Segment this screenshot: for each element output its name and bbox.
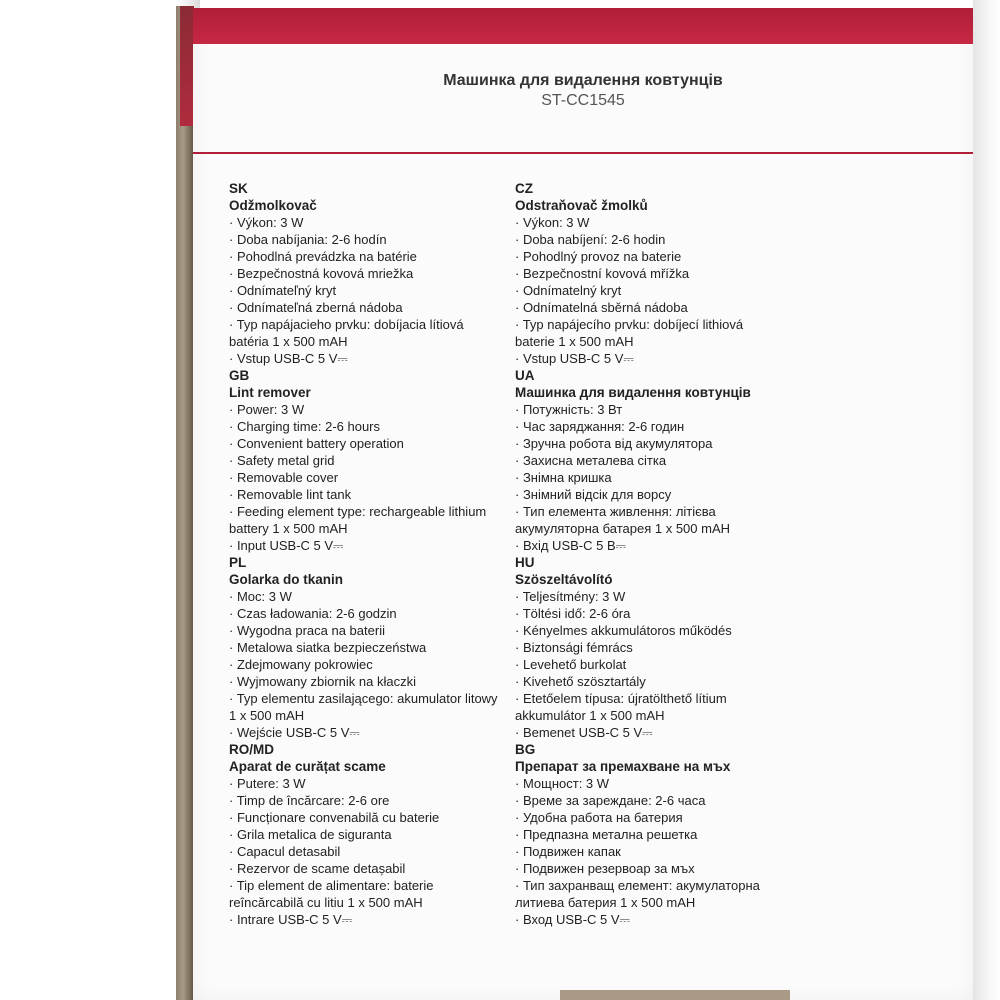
section-ro-md xyxy=(229,741,499,928)
section-gb xyxy=(229,367,499,554)
spec-item: · Intrare USB-C 5 V⎓ xyxy=(229,912,353,927)
spec-item: · Etetőelem típusa: újratölthető lítium akkumulátor 1 x 500 mAH xyxy=(515,691,727,723)
spec-item: · Input USB-C 5 V⎓ xyxy=(229,538,344,553)
spec-item: · Timp de încărcare: 2-6 ore xyxy=(229,793,390,808)
spec-item: · Pohodlný provoz na baterie xyxy=(515,249,682,264)
spec-item: · Removable lint tank xyxy=(229,487,352,502)
lang-code: CZ xyxy=(515,181,533,196)
spec-item: · Kivehető szösztartály xyxy=(515,674,646,689)
spec-item: · Зручна робота від акумулятора xyxy=(515,436,713,451)
spec-item: · Tip element de alimentare: baterie reîncărcabilă cu litiu 1 x 500 mAH xyxy=(229,878,434,910)
spec-item: · Capacul detasabil xyxy=(229,844,341,859)
spec-item: · Pohodlná prevádzka na batérie xyxy=(229,249,417,264)
lang-code: HU xyxy=(515,555,535,570)
lang-code: GB xyxy=(229,368,250,383)
spec-item: · Feeding element type: rechargeable lithium battery 1 x 500 mAH xyxy=(229,504,487,536)
product-title: Aparat de curățat scame xyxy=(229,759,386,774)
section-pl xyxy=(229,554,499,741)
spec-item: · Wyjmowany zbiornik na kłaczki xyxy=(229,674,416,689)
spec-item: · Doba nabíjení: 2-6 hodin xyxy=(515,232,666,247)
spec-item: · Удобна работа на батерия xyxy=(515,810,683,825)
spec-item: · Odnímatelný kryt xyxy=(515,283,622,298)
product-title: Lint remover xyxy=(229,385,311,400)
left-column xyxy=(229,180,499,928)
spec-item: · Zdejmowany pokrowiec xyxy=(229,657,373,672)
model-number: ST-CC1545 xyxy=(541,92,625,109)
spec-item: · Grila metalica de siguranta xyxy=(229,827,392,842)
spec-item: · Výkon: 3 W xyxy=(515,215,590,230)
spec-item: · Putere: 3 W xyxy=(229,776,306,791)
spec-item: · Safety metal grid xyxy=(229,453,335,468)
product-title: Golarka do tkanin xyxy=(229,572,344,587)
spec-item: · Metalowa siatka bezpieczeństwa xyxy=(229,640,427,655)
spec-item: · Funcționare convenabilă cu baterie xyxy=(229,810,440,825)
spec-item: · Мощност: 3 W xyxy=(515,776,610,791)
product-title: Odžmolkovač xyxy=(229,198,317,213)
spec-item: · Wejście USB-C 5 V⎓ xyxy=(229,725,360,740)
spec-item: · Convenient battery operation xyxy=(229,436,404,451)
spec-item: · Rezervor de scame detașabil xyxy=(229,861,406,876)
spec-item: · Odnímateľná zberná nádoba xyxy=(229,300,403,315)
lang-code: SK xyxy=(229,181,248,196)
spec-item: · Предпазна метална решетка xyxy=(515,827,698,842)
spec-item: · Kényelmes akkumulátoros működés xyxy=(515,623,732,638)
spec-item: · Подвижен капак xyxy=(515,844,621,859)
spec-item: · Захисна металева сітка xyxy=(515,453,667,468)
spec-item: · Час заряджання: 2-6 годин xyxy=(515,419,685,434)
spec-item: · Power: 3 W xyxy=(229,402,305,417)
spec-item: · Вход USB-C 5 V⎓ xyxy=(515,912,630,927)
spec-item: · Typ napájacieho prvku: dobíjacia lítiová batéria 1 x 500 mAH xyxy=(229,317,464,349)
spec-item: · Vstup USB-C 5 V⎓ xyxy=(515,351,634,366)
spec-item: · Biztonsági fémrács xyxy=(515,640,633,655)
spec-item: · Знімний відсік для ворсу xyxy=(515,487,672,502)
header-divider xyxy=(193,152,973,154)
spec-item: · Levehető burkolat xyxy=(515,657,627,672)
spec-item: · Typ elementu zasilającego: akumulator litowy 1 x 500 mAH xyxy=(229,691,498,723)
spec-item: · Подвижен резервоар за мъх xyxy=(515,861,695,876)
spec-item: · Removable cover xyxy=(229,470,339,485)
spec-item: · Потужність: 3 Вт xyxy=(515,402,623,417)
spec-item: · Bemenet USB-C 5 V⎓ xyxy=(515,725,653,740)
spec-item: · Moc: 3 W xyxy=(229,589,292,604)
spec-item: · Töltési idő: 2-6 óra xyxy=(515,606,631,621)
spec-item: · Вхід USB-C 5 В⎓ xyxy=(515,538,626,553)
spec-item: · Odnímateľný kryt xyxy=(229,283,337,298)
lang-code: UA xyxy=(515,368,535,383)
product-title: Odstraňovač žmolků xyxy=(515,198,648,213)
spec-item: · Bezpečnostní kovová mřížka xyxy=(515,266,690,281)
spec-item: · Odnímatelná sběrná nádoba xyxy=(515,300,688,315)
bottom-box-edge xyxy=(560,990,790,1000)
box-side-red-stripe xyxy=(180,6,194,126)
spec-item: · Тип захранващ елемент: акумулаторна литиева батерия 1 x 500 mAH xyxy=(515,878,760,910)
spec-item: · Bezpečnostná kovová mriežka xyxy=(229,266,414,281)
spec-item: · Doba nabíjania: 2-6 hodín xyxy=(229,232,387,247)
top-red-band xyxy=(193,8,973,44)
page-title: Машинка для видалення ковтунців xyxy=(443,72,723,89)
section-cz xyxy=(515,180,785,367)
section-bg xyxy=(515,741,785,928)
product-title: Препарат за премахване на мъх xyxy=(515,759,731,774)
product-title: Szöszeltávolító xyxy=(515,572,613,587)
spec-item: · Vstup USB-C 5 V⎓ xyxy=(229,351,348,366)
spec-item: · Тип елемента живлення: літієва акумуляторна батарея 1 x 500 mAH xyxy=(515,504,731,536)
box-side-edge xyxy=(176,6,194,1000)
section-hu xyxy=(515,554,785,741)
spec-item: · Czas ładowania: 2-6 godzin xyxy=(229,606,397,621)
right-column xyxy=(515,180,785,928)
spec-item: · Charging time: 2-6 hours xyxy=(229,419,381,434)
background-left xyxy=(0,0,200,1000)
spec-item: · Teljesítmény: 3 W xyxy=(515,589,626,604)
spec-item: · Време за зареждане: 2-6 часа xyxy=(515,793,706,808)
lang-code: BG xyxy=(515,742,536,757)
background-right xyxy=(973,0,1000,1000)
spec-item: · Typ napájecího prvku: dobíjecí lithiová baterie 1 x 500 mAH xyxy=(515,317,744,349)
lang-code: RO/MD xyxy=(229,742,274,757)
section-ua xyxy=(515,367,785,554)
spec-item: · Знімна кришка xyxy=(515,470,612,485)
spec-item: · Wygodna praca na baterii xyxy=(229,623,385,638)
section-sk xyxy=(229,180,499,367)
lang-code: PL xyxy=(229,555,247,570)
product-title: Машинка для видалення ковтунців xyxy=(515,385,751,400)
spec-item: · Výkon: 3 W xyxy=(229,215,304,230)
